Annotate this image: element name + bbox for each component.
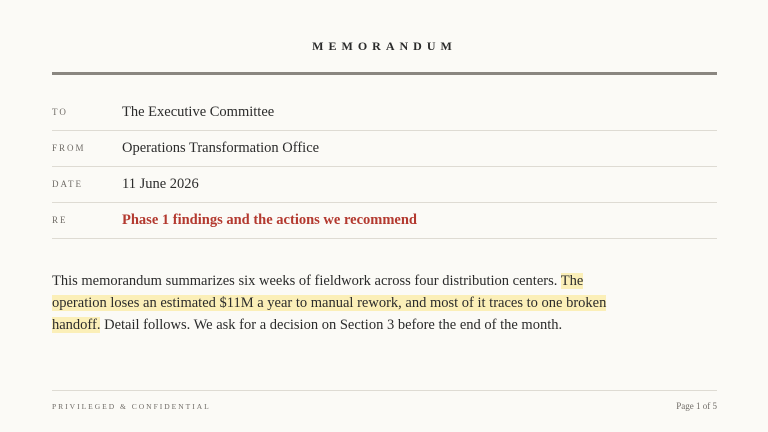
classification-label: PRIVILEGED & CONFIDENTIAL <box>52 402 211 411</box>
memo-body <box>52 270 612 336</box>
date-label: DATE <box>52 179 83 189</box>
date-field <box>52 166 717 203</box>
footer-divider <box>52 390 717 391</box>
to-field <box>52 94 717 131</box>
body-highlight: The operation loses an estimated $11M a year to manual rework, and most of it traces to one broken handoff. <box>52 273 607 333</box>
page-number: Page 1 of 5 <box>676 401 717 411</box>
re-field <box>52 202 717 239</box>
to-value: The Executive Committee <box>122 104 275 120</box>
body-outro: Detail follows. We ask for a decision on Section 3 before the end of the month. <box>100 317 563 333</box>
header-divider <box>52 72 717 75</box>
from-value: Operations Transformation Office <box>122 140 320 156</box>
date-value: 11 June 2026 <box>122 176 199 192</box>
memo-title: MEMORANDUM <box>312 39 457 53</box>
memo-page <box>52 0 717 432</box>
subject-value: Phase 1 findings and the actions we recommend <box>122 212 417 228</box>
to-label: TO <box>52 107 68 117</box>
re-label: RE <box>52 215 68 225</box>
from-label: FROM <box>52 143 86 153</box>
body-intro: This memorandum summarizes six weeks of fieldwork across four distribution centers. <box>52 273 561 289</box>
from-field <box>52 130 717 167</box>
